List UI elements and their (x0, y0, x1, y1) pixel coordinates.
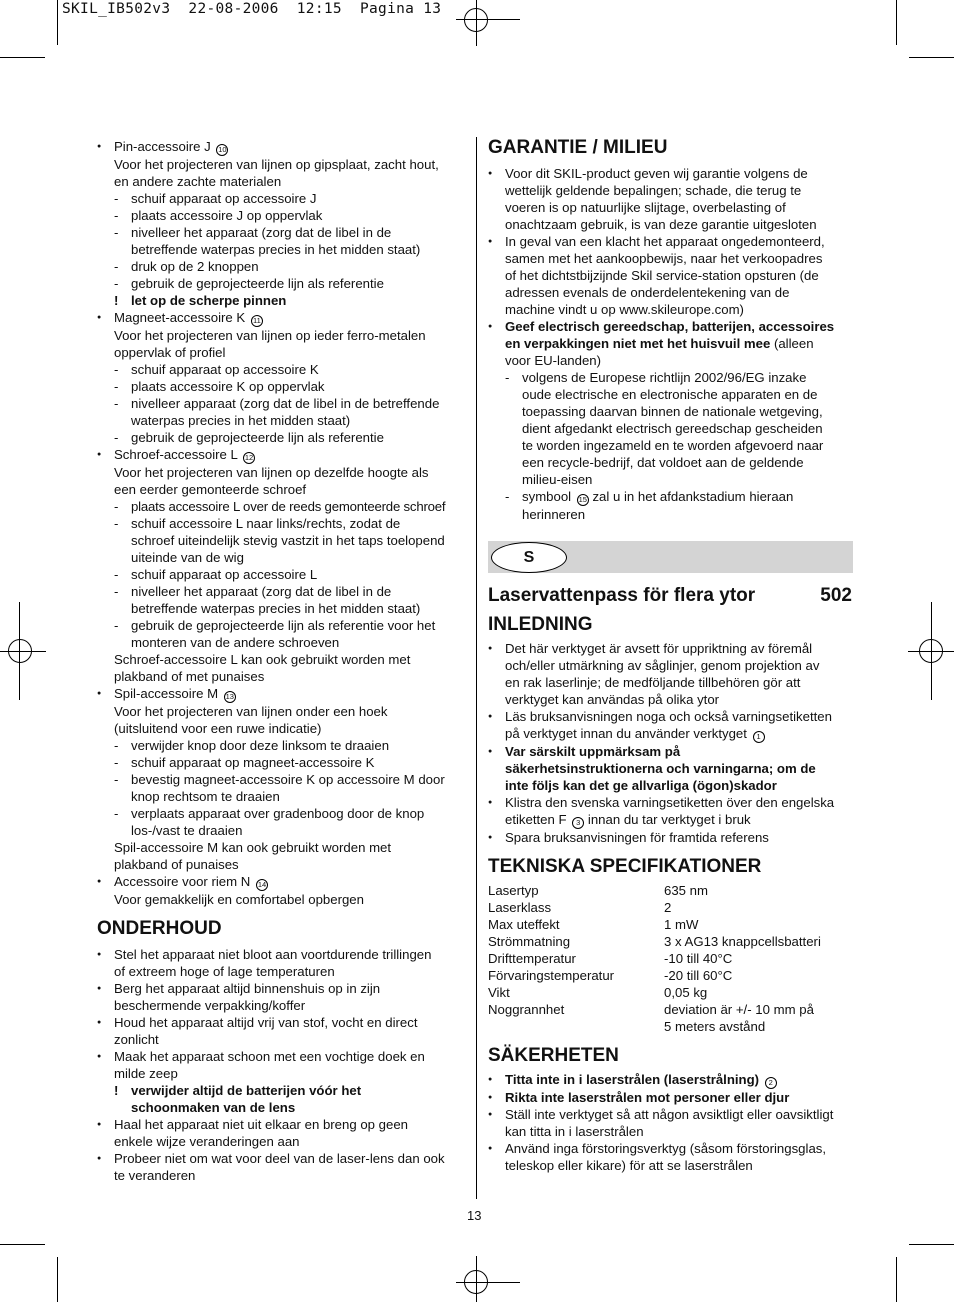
list-item: - volgens de Europese richtlijn 2002/96/EG inzake (488, 369, 854, 386)
list-item: ● Berg het apparaat altijd binnenshuis op in zijn (97, 980, 472, 997)
callout-11-icon: 11 (251, 315, 263, 327)
page-number: 13 (467, 1208, 482, 1223)
spec-row: Lasertyp 635 nm (488, 883, 708, 898)
list-item: - gebruik de geprojecteerde lijn als referentie (97, 275, 472, 292)
list-item: - verplaats apparaat over gradenboog door de knop (97, 805, 472, 822)
list-item: - verwijder knop door deze linksom te draaien (97, 737, 472, 754)
section-heading-inledning: INLEDNING (488, 614, 593, 635)
list-item: - gebruik de geprojecteerde lijn als referentie voor het (97, 617, 472, 634)
list-item: ● Rikta inte laserstrålen mot personer eller djur (488, 1089, 852, 1106)
list-item: - schuif apparaat op accessoire L (97, 566, 472, 583)
list-item: ● Läs bruksanvisningen noga och också varningsetiketten (488, 708, 852, 725)
list-item: ● Stel het apparaat niet bloot aan voortdurende trillingen (97, 946, 472, 963)
list-item: - gebruik de geprojecteerde lijn als referentie (97, 429, 472, 446)
list-item: ● Spara bruksanvisningen för framtida referens (488, 829, 852, 846)
section-heading-garantie: GARANTIE / MILIEU (488, 137, 668, 158)
product-title: Laservattenpass för flera ytor (488, 585, 756, 606)
spec-row: 5 meters avstånd (664, 1019, 766, 1034)
spec-row: Noggrannhet deviation är +/- 10 mm på (488, 1002, 814, 1017)
list-item: - schuif accessoire L naar links/rechts, zodat de (97, 515, 472, 532)
warning-note: ! let op de scherpe pinnen (97, 292, 472, 309)
language-badge: S (491, 542, 567, 573)
list-item: ● Ställ inte verktyget så att någon avsiktligt eller oavsiktligt (488, 1106, 852, 1123)
spec-row: Laserklass 2 (488, 900, 672, 915)
callout-13-icon: 13 (225, 692, 234, 701)
list-item: - nivelleer apparaat (zorg dat de libel in de betreffende (97, 395, 472, 412)
callout-1-icon: 1 (753, 731, 765, 743)
list-item: ● Haal het apparaat niet uit elkaar en breng op geen (97, 1116, 472, 1133)
section-heading-onderhoud: ONDERHOUD (97, 918, 222, 939)
list-item: - plaats accessoire L over de reeds gemonteerde schroef (97, 498, 472, 515)
list-item: ● Voor dit SKIL-product geven wij garantie volgens de (488, 165, 854, 182)
list-item: ● Klistra den svenska varningsetiketten över den engelska (488, 794, 852, 811)
spec-row: Strömmatning 3 x AG13 knappcellsbatteri (488, 934, 821, 949)
list-item: - druk op de 2 knoppen (97, 258, 472, 275)
right-column-bottom: Laservattenpass för flera ytor 502 INLEDNING ● Det här verktyget är avsett för uppriktning av föremål och/eller utmärkning av såglinjer, genom projektion av en rak laserlinje; de medföljande tillbehören gör att verktyget kan användas på olika ytor ● Läs bruksanvisningen noga och också varningsetiketten på verktyget innan du använder verktyget 1 ● Var särskilt uppmärksam på säkerhetsinstruktionerna och varningarna; om de inte följs kan det ge allvarliga (ögon)skador ● Klistra den svenska varningsetiketten över den engelska etiketten F 3 innan du tar verktyget i bruk ● Spara bruksanvisningen för framtida referens TEKNISKA SPECIFIKATIONER Lasertyp 635 nm Laserklass 2 Max uteffekt 1 mW Strömmatning 3 x AG13 knappcellsbatteri Drifttemperatur -10 till 40°C Förvaringstemperatur -20 till 60°C Vikt 0,05 kg Noggrannhet deviation är +/- 10 mm på 5 meters avstånd SÄKERHETEN ● Titta inte in i laserstrålen (laserstrålning) 2 ● Rikta inte laserstrålen mot personer eller djur ● Ställ inte verktyget så att någon avsiktligt eller oavsiktligt kan titta in i laserstrålen ● Använd inga förstoringsverktyg (såsom förstoringsglas, teleskop eller kikare) för att se laserstrålen (488, 585, 852, 1174)
list-item: ● Magneet-accessoire K 11 (97, 309, 472, 327)
list-item: ● Använd inga förstoringsverktyg (såsom förstoringsglas, (488, 1140, 852, 1157)
list-item: - symbool 15 zal u in het afdankstadium hieraan (488, 488, 854, 506)
list-item: ● Titta inte in i laserstrålen (laserstrålning) 2 (488, 1071, 852, 1089)
spec-row: Förvaringstemperatur -20 till 60°C (488, 968, 733, 983)
list-item: - nivelleer het apparaat (zorg dat de libel in de (97, 224, 472, 241)
list-item: - plaats accessoire J op oppervlak (97, 207, 472, 224)
spec-row: Drifttemperatur -10 till 40°C (488, 951, 733, 966)
list-item: - bevestig magneet-accessoire K op accessoire M door (97, 771, 472, 788)
list-item: - plaats accessoire K op oppervlak (97, 378, 472, 395)
list-item: ● Spil-accessoire M 13 (97, 685, 472, 703)
spec-row: Vikt 0,05 kg (488, 985, 708, 1000)
list-item: ● Maak het apparaat schoon met een vochtige doek en (97, 1048, 472, 1065)
column-divider (476, 137, 477, 1199)
section-heading-sakerheten: SÄKERHETEN (488, 1045, 619, 1066)
callout-14-icon: 14 (257, 880, 267, 889)
callout-12-icon: 12 (244, 453, 254, 462)
warning-note: ! verwijder altijd de batterijen vóór het (97, 1082, 472, 1099)
list-item: - nivelleer het apparaat (zorg dat de libel in de (97, 583, 472, 600)
list-item: ● Houd het apparaat altijd vrij van stof, vocht en direct (97, 1014, 472, 1031)
callout-2-icon: 2 (765, 1077, 777, 1089)
callout-10-icon: 10 (218, 145, 227, 154)
list-item: ● Accessoire voor riem N 14 (97, 873, 472, 891)
right-column-top: GARANTIE / MILIEU ● Voor dit SKIL-product geven wij garantie volgens de wettelijk geldende bepalingen; schade, die terug te voeren is op natuurlijke slijtage, overbelasting of onachtzaam gebruik, is van deze garantie uitgesloten ● In geval van een klacht het apparaat ongedemonteerd, samen met het aankoopbewijs, naar het verkoopadres of het dichtstbijzijnde Skil service-station opsturen (de adressen evenals de onderdelentekening van de machine vindt u op www.skileurope.com) ● Geef electrisch gereedschap, batterijen, accessoires en verpakkingen niet met het huisvuil mee (alleen voor EU-landen) - volgens de Europese richtlijn 2002/96/EG inzake oude electrische en electronische apparaten en de toepassing daarvan binnen de nationale wetgeving, dient afgedankt electrisch gereedschap gescheiden te worden ingezameld en te worden afgevoerd naar een recycle-bedrijf, dat voldoet aan de geldende milieu-eisen - symbool 15 zal u in het afdankstadium hieraan herinneren (488, 137, 854, 523)
spec-row: Max uteffekt 1 mW (488, 917, 699, 932)
print-header: SKIL_IB502v3 22-08-2006 12:15 Pagina 13 (62, 1, 442, 17)
callout-3-icon: 3 (572, 817, 584, 829)
list-item: ● In geval van een klacht het apparaat ongedemonteerd, (488, 233, 854, 250)
list-item: ● Var särskilt uppmärksam på (488, 743, 852, 760)
list-item: - schuif apparaat op magneet-accessoire K (97, 754, 472, 771)
section-heading-tekniska: TEKNISKA SPECIFIKATIONER (488, 856, 762, 877)
list-item: ● Probeer niet om wat voor deel van de laser-lens dan ook (97, 1150, 472, 1167)
list-item: ● Schroef-accessoire L 12 (97, 446, 472, 464)
list-item: - schuif apparaat op accessoire K (97, 361, 472, 378)
list-item: ● Det här verktyget är avsett för uppriktning av föremål (488, 640, 852, 657)
list-item: - schuif apparaat op accessoire J (97, 190, 472, 207)
list-item: ● Pin-accessoire J 10 (97, 138, 472, 156)
callout-15-icon: 15 (578, 495, 587, 504)
spec-table (488, 882, 852, 1035)
product-number: 502 (820, 585, 852, 606)
list-item: ● Geef electrisch gereedschap, batterijen, accessoires (488, 318, 854, 335)
left-column: ● Pin-accessoire J 10 Voor het projecteren van lijnen op gipsplaat, zacht hout, en andere zachte materialen - schuif apparaat op accessoire J - plaats accessoire J op oppervlak - nivelleer het apparaat (zorg dat de libel in de betreffende waterpas precies in het midden staat) - druk op de 2 knoppen - gebruik de geprojecteerde lijn als referentie ! let op de scherpe pinnen ● Magneet-accessoire K 11 Voor het projecteren van lijnen op ieder ferro-metalen oppervlak of profiel - schuif apparaat op accessoire K - plaats accessoire K op oppervlak - nivelleer apparaat (zorg dat de libel in de betreffende waterpas precies in het midden staat) - gebruik de geprojecteerde lijn als referentie ● Schroef-accessoire L 12 Voor het projecteren van lijnen op dezelfde hoogte als een eerder gemonteerde schroef - plaats accessoire L over de reeds gemonteerde schroef - schuif accessoire L naar links/rechts, zodat de schroef uiteindelijk stevig vastzit in het taps toelopend uiteinde van de wig - schuif apparaat op accessoire L - nivelleer het apparaat (zorg dat de libel in de betreffende waterpas precies in het midden staat) - gebruik de geprojecteerde lijn als referentie voor het monteren van de andere schroeven Schroef-accessoire L kan ook gebruikt worden met plakband of met punaises ● Spil-accessoire M 13 Voor het projecteren van lijnen onder een hoek (uitsluitend voor een ruwe indicatie) - verwijder knop door deze linksom te draaien - schuif apparaat op magneet-accessoire K - bevestig magneet-accessoire K op accessoire M door knop rechtsom te draaien - verplaats apparaat over gradenboog door de knop los-/vast te draaien Spil-accessoire M kan ook gebruikt worden met plakband of punaises ● Accessoire voor riem N 14 Voor gemakkelijk en comfortabel opbergen ONDERHOUD ● Stel het apparaat niet bloot aan voortdurende trillingen of extreem hoge of lage temperaturen ● Berg het apparaat altijd binnenshuis op in zijn beschermende verpakking/koffer ● Houd het apparaat altijd vrij van stof, vocht en direct zonlicht ● Maak het apparaat schoon met een vochtige doek en milde zeep ! verwijder altijd de batterijen vóór het schoonmaken van de lens ● Haal het apparaat niet uit elkaar en breng op geen enkele wijze veranderingen aan ● Probeer niet om wat voor deel van de laser-lens dan ook te veranderen (97, 138, 472, 1184)
language-band (488, 541, 853, 573)
